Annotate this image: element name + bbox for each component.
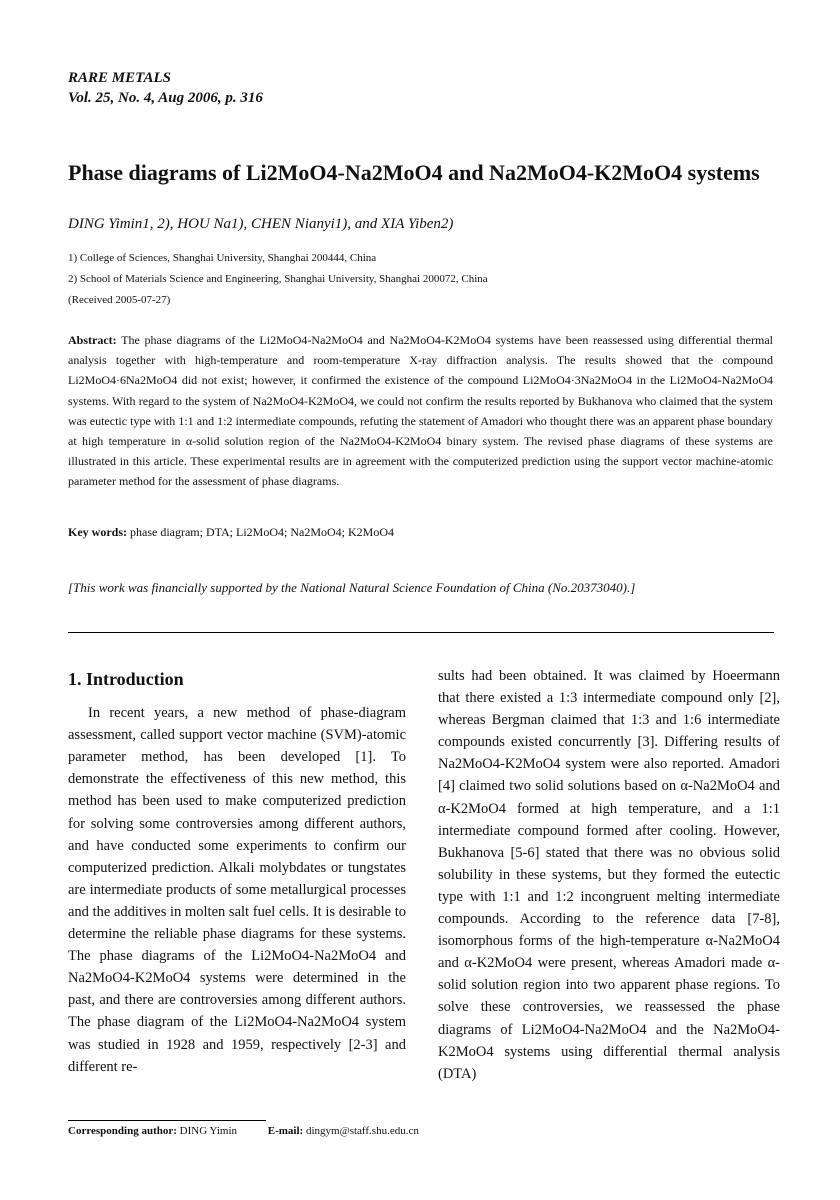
intro-paragraph-left: In recent years, a new method of phase-diagram assessment, called support vector machine (SVM)-atomic parameter method, has been developed [1]. To demonstrate the effectiveness of this new method, this method has been used to make computerized prediction for solving some controversies among different authors, and have conducted some experiments to confirm our computerized prediction. Alkali molybdates or tungstates are intermediate products of some metallurgical processes and the additives in molten salt fuel cells. It is desirable to determine the reliable phase diagrams for these systems. The phase diagrams of the Li2MoO4-Na2MoO4 and Na2MoO4-K2MoO4 systems were determined in the past, and there are controversies among different authors. The phase diagram of the Li2MoO4-Na2MoO4 system was studied in 1928 and 1959, respectively [2-3] and different re- bbox=[68, 705, 406, 1075]
intro-paragraph-right: sults had been obtained. It was claimed by Hoeermann that there existed a 1:3 intermediate compound only [2], whereas Bergman claimed that 1:3 and 1:6 intermediate compounds existed concurrently [3]. Differing results of Na2MoO4-K2MoO4 system were also reported. Amadori [4] claimed two solid solutions based on α-Na2MoO4 and α-K2MoO4 formed at high temperature, and a 1:1 intermediate compound formed after cooling. However, Bukhanova [5-6] stated that there was no obvious solid solubility in these systems, but they formed the eutectic type with 1:1 and 1:2 incongruent melting intermediate compounds. According to the reference data [7-8], isomorphous forms of the high-temperature α-Na2MoO4 and α-K2MoO4 were present, whereas Amadori made α-solid solution region into two apparent phase regions. To solve these controversies, we reassessed the phase diagrams of Li2MoO4-Na2MoO4 and the Na2MoO4-K2MoO4 systems using differential thermal analysis (DTA) bbox=[438, 668, 780, 1082]
section-divider bbox=[68, 632, 774, 633]
footnote bbox=[68, 1125, 419, 1137]
journal-header bbox=[68, 68, 263, 108]
paper-title: Phase diagrams of Li2MoO4-Na2MoO4 and Na2MoO4-K2MoO4 systems bbox=[68, 160, 760, 185]
left-column bbox=[68, 668, 406, 1078]
abstract bbox=[68, 330, 773, 492]
keywords bbox=[68, 525, 394, 540]
keywords-text: phase diagram; DTA; Li2MoO4; Na2MoO4; K2MoO4 bbox=[130, 525, 395, 539]
affiliations bbox=[68, 248, 488, 311]
footnote-rule bbox=[68, 1120, 266, 1121]
affiliation-1: 1) College of Sciences, Shanghai University, Shanghai 200444, China bbox=[68, 252, 377, 264]
section-heading: 1. Introduction bbox=[68, 669, 184, 689]
affiliation-2: 2) School of Materials Science and Engineering, Shanghai University, Shanghai 200072, China bbox=[68, 273, 488, 285]
journal-name: RARE METALS bbox=[68, 70, 171, 86]
funding-note: [This work was financially supported by the National Natural Science Foundation of China (No.20373040).] bbox=[68, 580, 636, 595]
corresponding-name: DING Yimin bbox=[179, 1125, 237, 1137]
journal-citation: Vol. 25, No. 4, Aug 2006, p. 316 bbox=[68, 90, 263, 106]
abstract-label: Abstract: bbox=[68, 333, 117, 347]
email-address[interactable]: dingym@staff.shu.edu.cn bbox=[305, 1125, 419, 1137]
right-column bbox=[438, 665, 780, 1085]
author-list: DING Yimin1, 2), HOU Na1), CHEN Nianyi1), and XIA Yiben2) bbox=[68, 216, 454, 232]
received-date: (Received 2005-07-27) bbox=[68, 294, 171, 306]
email-label: E-mail: bbox=[267, 1125, 304, 1137]
abstract-text: The phase diagrams of the Li2MoO4-Na2MoO4 and Na2MoO4-K2MoO4 systems have been reassessed using differential thermal analysis together with high-temperature and room-temperature X-ray diffraction analysis. The results showed that the compound Li2MoO4·6Na2MoO4 did not exist; however, it confirmed the existence of the compound Li2MoO4·3Na2MoO4 in the Li2MoO4-Na2MoO4 systems. With regard to the system of Na2MoO4-K2MoO4, we could not confirm the results reported by Bukhanova who claimed that the system was eutectic type with 1:1 and 1:2 intermediate compounds, refuting the statement of Amadori who thought there was an apparent phase boundary at high temperature in α-solid solution region of the Na2MoO4-K2MoO4 binary system. The revised phase diagrams of these systems are illustrated in this article. These experimental results are in agreement with the computerized prediction using the support vector machine-atomic parameter method for the assessment of phase diagrams. bbox=[68, 333, 773, 489]
corresponding-label: Corresponding author: bbox=[68, 1125, 177, 1137]
keywords-label: Key words: bbox=[68, 525, 127, 539]
